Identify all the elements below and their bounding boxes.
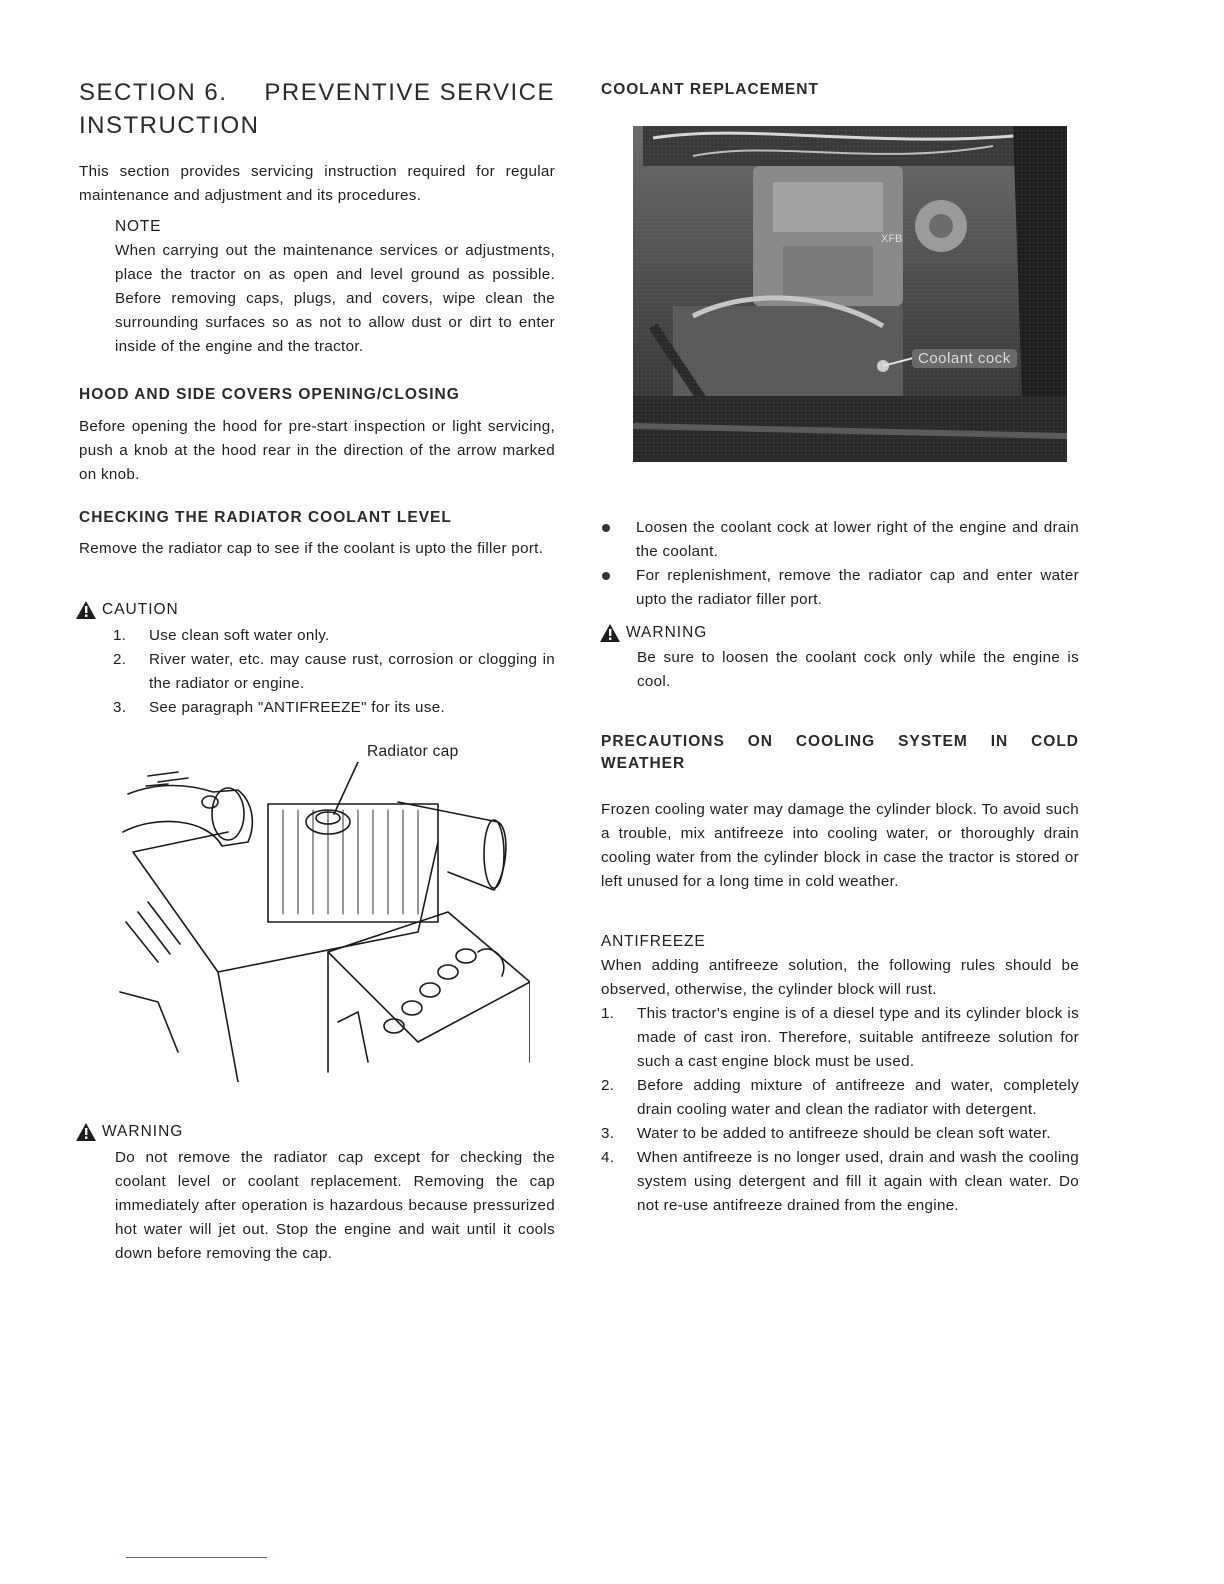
leader-line	[334, 762, 358, 814]
note-label: NOTE	[115, 218, 162, 235]
caution-list	[113, 624, 555, 720]
radiator-illustration	[118, 762, 530, 1082]
engine-wires	[126, 902, 180, 962]
warning-header	[75, 1120, 183, 1144]
list-item: 3. Water to be added to antifreeze should be clean soft water.	[601, 1125, 1051, 1142]
radiator-cap-label: Radiator cap	[367, 743, 459, 760]
list-item: 1. Use clean soft water only.	[113, 627, 330, 644]
cell-cap	[438, 965, 458, 979]
hood-text: Before opening the hood for pre-start inspection or light servicing, push a knob at the hood rear in the direction of the arrow marked on knob.	[79, 418, 555, 483]
list-item: For replenishment, remove the radiator cap and enter water upto the radiator filler port.	[601, 564, 1079, 612]
warning-triangle-icon	[75, 1122, 97, 1142]
list-item: Loosen the coolant cock at lower right of the engine and drain the coolant.	[601, 516, 1079, 564]
footer-rule	[126, 1557, 267, 1558]
note-text: When carrying out the maintenance services or adjustments, place the tractor on as open and level ground as possible. Before removing caps, plugs, and covers, wipe clean the surrounding surfaces so as not to allow dust or dirt to enter inside of the engine and the tractor.	[115, 242, 555, 355]
coolant-cock-caption: Coolant cock	[912, 349, 1017, 368]
battery-terminal	[478, 949, 504, 976]
warning-triangle-icon	[599, 623, 621, 643]
cell-cap	[456, 949, 476, 963]
bullet-icon	[602, 572, 610, 580]
hood-heading: HOOD AND SIDE COVERS OPENING/CLOSING	[79, 386, 460, 403]
section-intro: This section provides servicing instruction required for regular maintenance and adjustment and its procedures.	[79, 163, 555, 204]
section-title	[79, 76, 555, 142]
radiator-level-heading: CHECKING THE RADIATOR COOLANT LEVEL	[79, 509, 452, 526]
cold-weather-text: Frozen cooling water may damage the cylinder block. To avoid such a trouble, mix antifreeze into cooling water, or thoroughly drain cooling water from the cylinder block in case the tractor is stored or left unused for a long time in cold weather.	[601, 801, 1079, 890]
coolant-warning-label: WARNING	[626, 624, 708, 641]
caution-triangle-icon	[75, 600, 97, 620]
battery-top	[328, 912, 530, 1042]
bullet-icon	[602, 524, 610, 532]
warning-text: Do not remove the radiator cap except for checking the coolant level or coolant replacement. Removing the cap immediately after operation is hazardous because pressurized hot water will jet out. Stop the engine and wait until it cools down before removing the cap.	[115, 1149, 555, 1262]
caution-header	[75, 598, 179, 622]
antifreeze-list	[601, 1002, 1079, 1218]
coolant-heading: COOLANT REPLACEMENT	[601, 81, 819, 98]
cold-weather-heading: PRECAUTIONS ON COOLING SYSTEM IN COLD WEATHER	[601, 733, 1079, 772]
list-item: 1. This tractor's engine is of a diesel type and its cylinder block is made of cast iron. Therefore, suitable antifreeze solution for such a cast engine block must be used.	[601, 1005, 1079, 1070]
engine-photo-drawing	[633, 126, 1067, 462]
radiator-level-text: Remove the radiator cap to see if the coolant is upto the filler port.	[79, 540, 544, 557]
battery-strap	[338, 1012, 368, 1062]
cell-cap	[420, 983, 440, 997]
hatch-lines	[146, 772, 188, 786]
section-title-line2: INSTRUCTION	[79, 112, 260, 139]
radiator-fins	[283, 810, 418, 914]
cell-cap	[402, 1001, 422, 1015]
section-title-main: PREVENTIVE SERVICE	[264, 79, 555, 106]
coolant-warning-text: Be sure to loosen the coolant cock only while the engine is cool.	[637, 649, 1079, 690]
air-intake	[398, 802, 506, 890]
upper-hose	[123, 786, 252, 847]
engine-photo	[633, 126, 1067, 462]
coolant-bullets	[601, 516, 1079, 612]
radiator-core-outline	[268, 804, 438, 922]
list-item: 2. River water, etc. may cause rust, corrosion or clogging in the radiator or engine.	[113, 651, 555, 692]
warning-label: WARNING	[102, 1123, 184, 1140]
antifreeze-label: ANTIFREEZE	[601, 933, 706, 950]
clamp-bolt	[202, 796, 218, 808]
fan-shroud	[133, 832, 438, 1082]
list-item: 2. Before adding mixture of antifreeze and water, completely drain cooling water and clean the radiator with detergent.	[601, 1077, 1079, 1118]
engine-block	[120, 992, 178, 1052]
antifreeze-text: When adding antifreeze solution, the following rules should be observed, otherwise, the cylinder block will rust.	[601, 957, 1079, 998]
list-item: 4. When antifreeze is no longer used, drain and wash the cooling system using detergent and fill it again with clean water. Do not re-use antifreeze drained from the engine.	[601, 1149, 1079, 1214]
caution-label: CAUTION	[102, 601, 179, 618]
coolant-warning-header	[599, 621, 707, 645]
list-item: 3. See paragraph "ANTIFREEZE" for its use.	[113, 699, 445, 716]
section-number: SECTION 6.	[79, 79, 228, 106]
